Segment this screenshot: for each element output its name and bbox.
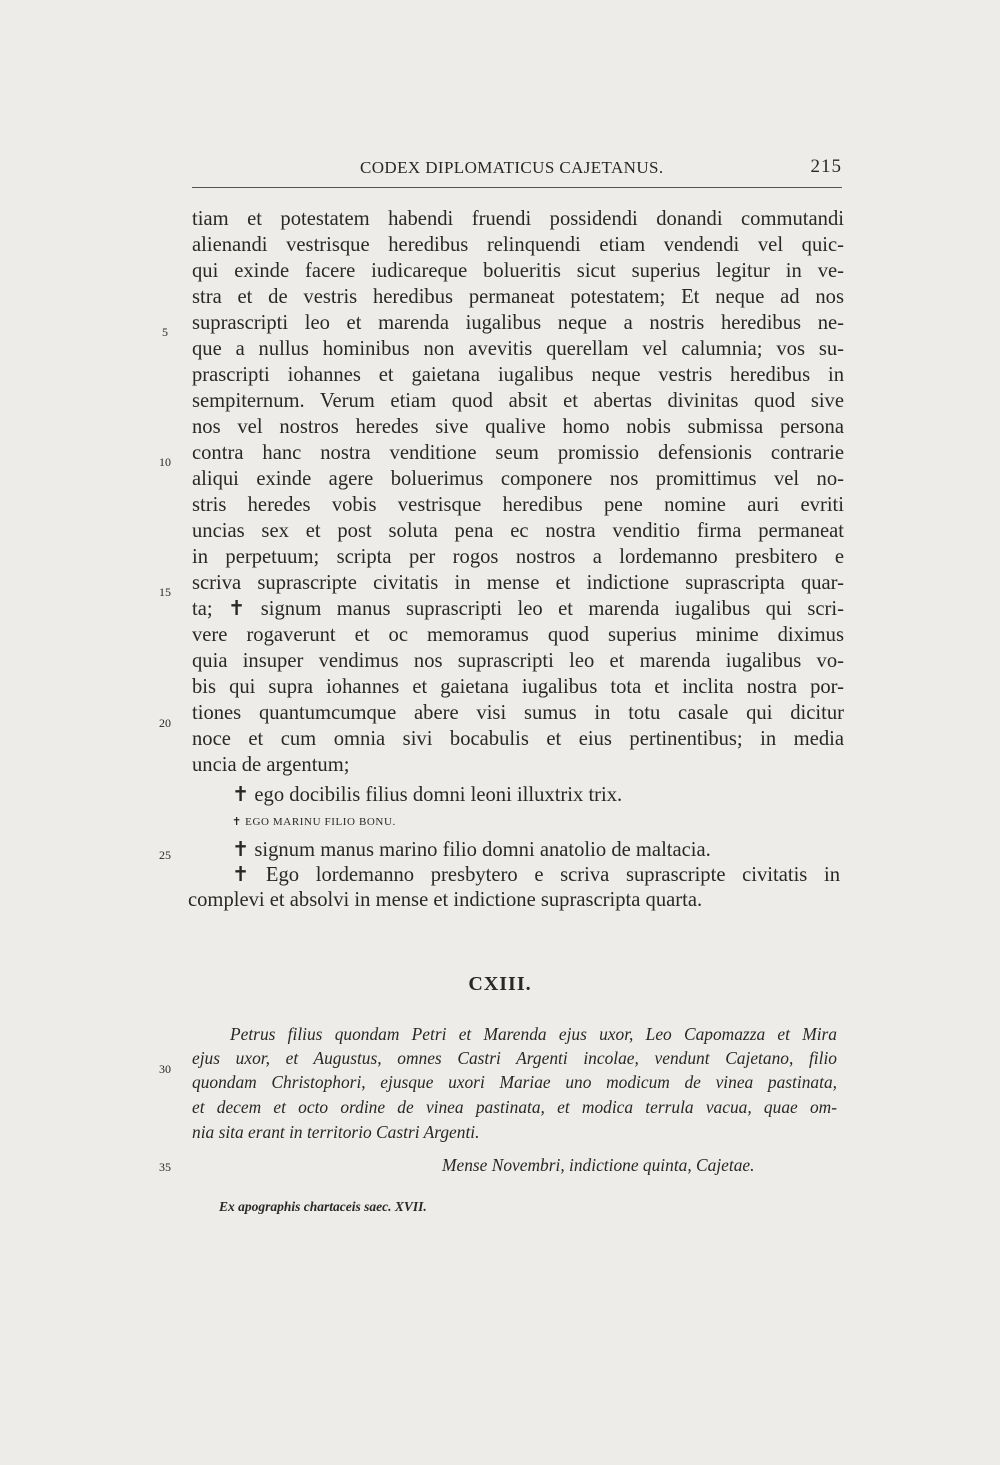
text-line: contra hanc nostra venditione seum promissio defensionis contrarie (192, 442, 844, 464)
line-number: 5 (162, 325, 168, 339)
text-line: que a nullus hominibus non avevitis querellam vel calumnia; vos su- (192, 338, 844, 360)
text-line: aliqui exinde agere boluerimus componere nos promittimus vel no- (192, 468, 844, 490)
text-line: sempiternum. Verum etiam quod absit et abertas divinitas quod sive (192, 390, 844, 412)
line-number: 10 (159, 455, 171, 469)
text-line: uncia de argentum; (192, 754, 350, 776)
text-line: tiones quantumcumque abere visi sumus in totu casale qui dicitur (192, 702, 844, 724)
running-title: CODEX DIPLOMATICUS CAJETANUS. (360, 158, 664, 177)
page-number: 215 (810, 156, 842, 177)
signature-line: ✝ EGO MARINU FILIO BONU. (232, 816, 396, 828)
signature-line: ✝ Ego lordemanno presbytero e scriva suprascripte civitatis in (232, 864, 840, 886)
text-line: nos vel nostros heredes sive qualive homo nobis submissa persona (192, 416, 844, 438)
summary-line: Petrus filius quondam Petri et Marenda ejus uxor, Leo Capomazza et Mira (230, 1024, 837, 1044)
text-line: alienandi vestrisque heredibus relinquendi etiam vendendi vel quic- (192, 234, 844, 256)
header-rule (192, 187, 842, 188)
line-number: 15 (159, 585, 171, 599)
signature-line: ✝ ego docibilis filius domni leoni illuxtrix trix. (232, 784, 623, 806)
text-line: vere rogaverunt et oc memoramus quod superius minime diximus (192, 624, 844, 646)
summary-line: nia sita erant in territorio Castri Argenti. (192, 1122, 480, 1142)
line-number: 25 (159, 848, 171, 862)
text-line: qui exinde facere iudicareque bolueritis sicut superius legitur in ve- (192, 260, 844, 282)
text-line: uncias sex et post soluta pena ec nostra venditio firma permaneat (192, 520, 844, 542)
text-line: bis qui supra iohannes et gaietana iugalibus tota et inclita nostra por- (192, 676, 844, 698)
text-line: scriva suprascripte civitatis in mense et indictione suprascripta quar- (192, 572, 844, 594)
source-note: Ex apographis chartaceis saec. XVII. (219, 1199, 427, 1214)
text-line: suprascripti leo et marenda iugalibus neque a nostris heredibus ne- (192, 312, 844, 334)
signature-line: complevi et absolvi in mense et indictione suprascripta quarta. (188, 889, 703, 911)
text-line: quia insuper vendimus nos suprascripti leo et marenda iugalibus vo- (192, 650, 844, 672)
document-heading: CXIII. (468, 973, 532, 995)
text-line: tiam et potestatem habendi fruendi possidendi donandi commutandi (192, 208, 844, 230)
text-line: prascripti iohannes et gaietana iugalibus neque vestris heredibus in (192, 364, 844, 386)
text-line: ta; ✝ signum manus suprascripti leo et marenda iugalibus qui scri- (192, 598, 844, 620)
summary-line: et decem et octo ordine de vinea pastinata, et modica terrula vacua, quae om- (192, 1097, 837, 1117)
text-line: stris heredes vobis vestrisque heredibus pene nomine auri evriti (192, 494, 844, 516)
summary-line: ejus uxor, et Augustus, omnes Castri Argenti incolae, vendunt Cajetano, filio (192, 1048, 837, 1068)
date-line: Mense Novembri, indictione quinta, Cajetae. (442, 1155, 755, 1175)
line-number: 35 (159, 1160, 171, 1174)
line-number: 30 (159, 1062, 171, 1076)
text-line: in perpetuum; scripta per rogos nostros a lordemanno presbitero e (192, 546, 844, 568)
text-line: noce et cum omnia sivi bocabulis et eius pertinentibus; in media (192, 728, 844, 750)
text-line: stra et de vestris heredibus permaneat potestatem; Et neque ad nos (192, 286, 844, 308)
line-number: 20 (159, 716, 171, 730)
signature-line: ✝ signum manus marino filio domni anatolio de maltacia. (232, 839, 711, 861)
summary-line: quondam Christophori, ejusque uxori Mariae uno modicum de vinea pastinata, (192, 1072, 837, 1092)
page-header (190, 158, 842, 184)
